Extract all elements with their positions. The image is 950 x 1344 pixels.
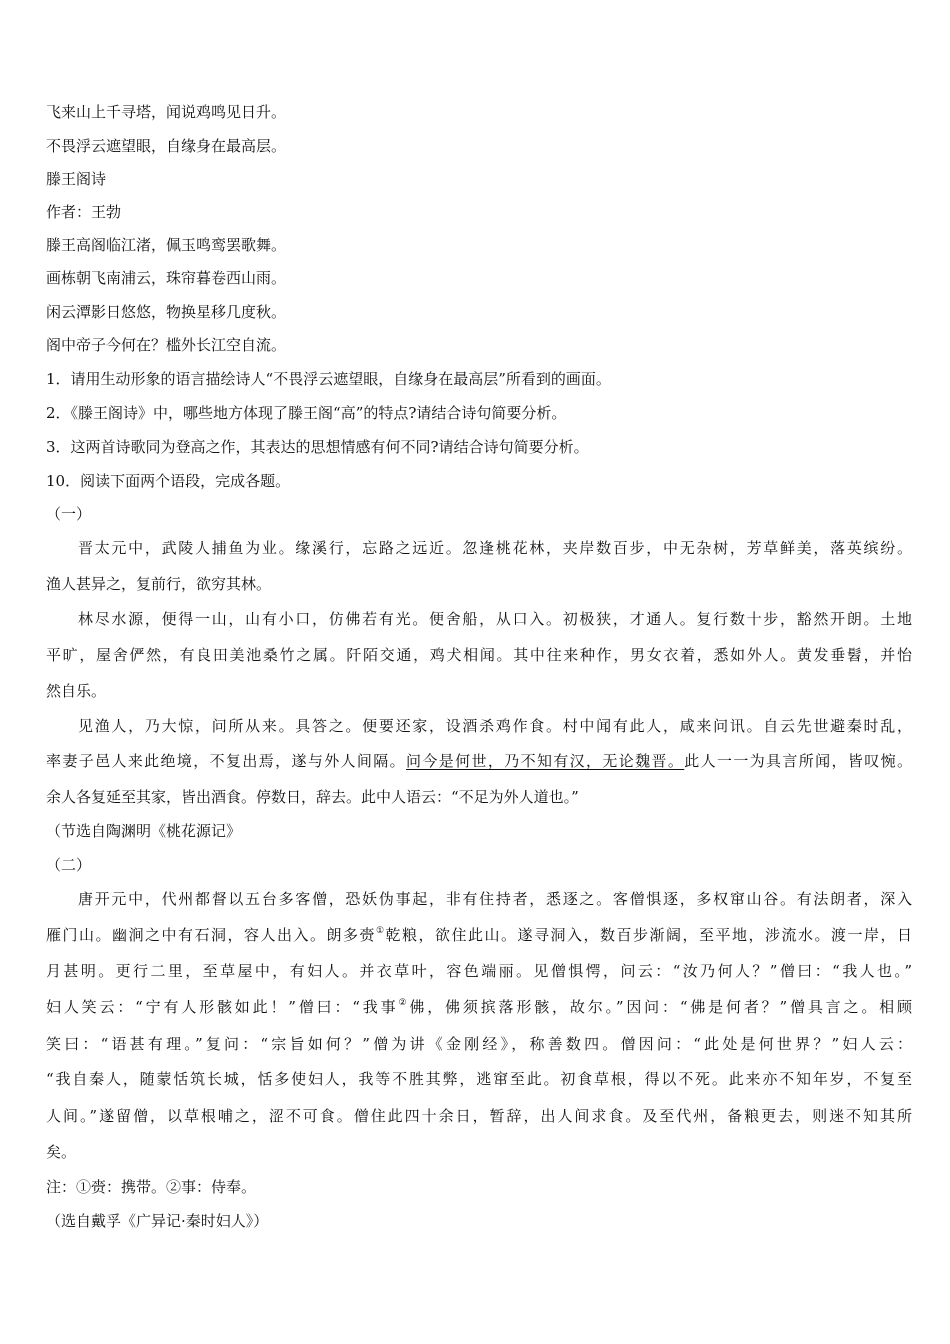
question-1: 1．请用生动形象的语言描绘诗人“不畏浮云遮望眼，自缘身在最高层”所看到的画面。 (46, 370, 611, 388)
poem1-line-1: 飞来山上千寻塔，闻说鸡鸣见日升。 (46, 103, 287, 121)
part2-source: （选自戴孚《广异记·秦时妇人》） (46, 1212, 269, 1230)
part2-line2 (46, 925, 912, 945)
question-10-title: 10．阅读下面两个语段，完成各题。 (46, 472, 291, 490)
part1-para2-line3: 然自乐。 (46, 682, 107, 700)
part2-line5: 笑曰：“语甚有理。”复问：“宗旨如何？”僧为讲《金刚经》，称善数四。僧因问：“此处是何世界？”妇人云： (46, 1035, 912, 1053)
part1-para2-line2: 平旷，屋舍俨然，有良田美池桑竹之属。阡陌交通，鸡犬相闻。其中往来种作，男女衣着，悉如外人。黄发垂髫，并怡 (46, 646, 912, 664)
part2-line2-after: 乾粮，欲住此山。遂寻洞入，数百步渐阔，至平地，涉流水。渡一岸，日 (385, 926, 912, 944)
question-2: 2．《滕王阁诗》中，哪些地方体现了滕王阁“高”的特点?请结合诗句简要分析。 (46, 404, 567, 422)
part2-line7: 人间。”遂留僧，以草根哺之，涩不可食。僧住此四十余日，暂辞，出人间求食。及至代州，备粮更去，则迷不知其所 (46, 1107, 912, 1125)
part1-para2-line1: 林尽水源，便得一山，山有小口，仿佛若有光。便舍船，从口入。初极狭，才通人。复行数十步，豁然开朗。土地 (78, 610, 912, 628)
part2-line1: 唐开元中，代州都督以五台多客僧，恐妖伪事起，非有住持者，悉逐之。客僧惧逐，多权窜山谷。有法朗者，深入 (78, 890, 912, 908)
part1-label: （一） (46, 505, 92, 523)
part2-label: （二） (46, 856, 92, 874)
poem2-author: 作者：王勃 (46, 203, 122, 221)
part1-para3-line3: 余人各复延至其家，皆出酒食。停数日，辞去。此中人语云：“不足为外人道也。” (46, 788, 579, 806)
poem2-line-1: 滕王高阁临江渚，佩玉鸣鸾罢歌舞。 (46, 236, 287, 254)
part2-line8: 矣。 (46, 1143, 77, 1161)
poem2-line-3: 闲云潭影日悠悠，物换星移几度秋。 (46, 303, 287, 321)
underlined-sentence: 问今是何世，乃不知有汉，无论魏晋。 (406, 752, 685, 770)
poem1-line-2: 不畏浮云遮望眼，自缘身在最高层。 (46, 137, 287, 155)
para3-text-before: 率妻子邑人来此绝境，不复出焉，遂与外人间隔。 (46, 752, 407, 770)
part2-line4-before: 妇人笑云：“宁有人形骸如此！”僧曰：“我事 (46, 998, 399, 1016)
footnote-marker-2: ② (398, 998, 410, 1008)
para3-text-after: 此人一一为具言所闻，皆叹惋。 (684, 752, 912, 770)
part1-para1-line2: 渔人甚异之，复前行，欲穷其林。 (46, 575, 272, 593)
poem2-line-2: 画栋朝飞南浦云，珠帘暮卷西山雨。 (46, 269, 287, 287)
part1-para3-line1: 见渔人，乃大惊，问所从来。具答之。便要还家，设酒杀鸡作食。村中闻有此人，咸来问讯。自云先世避秦时乱， (78, 717, 912, 735)
footnote-marker-1: ① (375, 926, 386, 936)
part2-line3: 月甚明。更行二里，至草屋中，有妇人。并衣草叶，容色端丽。见僧惧愕，问云：“汝乃何人？”僧曰：“我人也。” (46, 962, 912, 980)
poem2-title: 滕王阁诗 (46, 170, 107, 188)
part2-note: 注：①赍：携带。②事：侍奉。 (46, 1178, 257, 1196)
part2-line4-after: 佛，佛须摈落形骸，故尔。”因问：“佛是何者？”僧具言之。相顾 (409, 998, 912, 1016)
question-3: 3．这两首诗歌同为登高之作，其表达的思想情感有何不同?请结合诗句简要分析。 (46, 438, 589, 456)
poem2-line-4: 阁中帝子今何在？槛外长江空自流。 (46, 336, 287, 354)
part1-source: （节选自陶渊明《桃花源记》 (46, 822, 242, 840)
part2-line6: “我自秦人，随蒙恬筑长城，恬多使妇人，我等不胜其弊，逃窜至此。初食草根，得以不死。此来亦不知年岁，不复至 (46, 1070, 912, 1088)
part1-para3-line2 (46, 751, 912, 771)
part2-line2-before: 雁门山。幽涧之中有石洞，容人出入。朗多赍 (46, 926, 376, 944)
part2-line4 (46, 997, 912, 1017)
part1-para1-line1: 晋太元中，武陵人捕鱼为业。缘溪行，忘路之远近。忽逢桃花林，夹岸数百步，中无杂树，芳草鲜美，落英缤纷。 (78, 539, 912, 557)
